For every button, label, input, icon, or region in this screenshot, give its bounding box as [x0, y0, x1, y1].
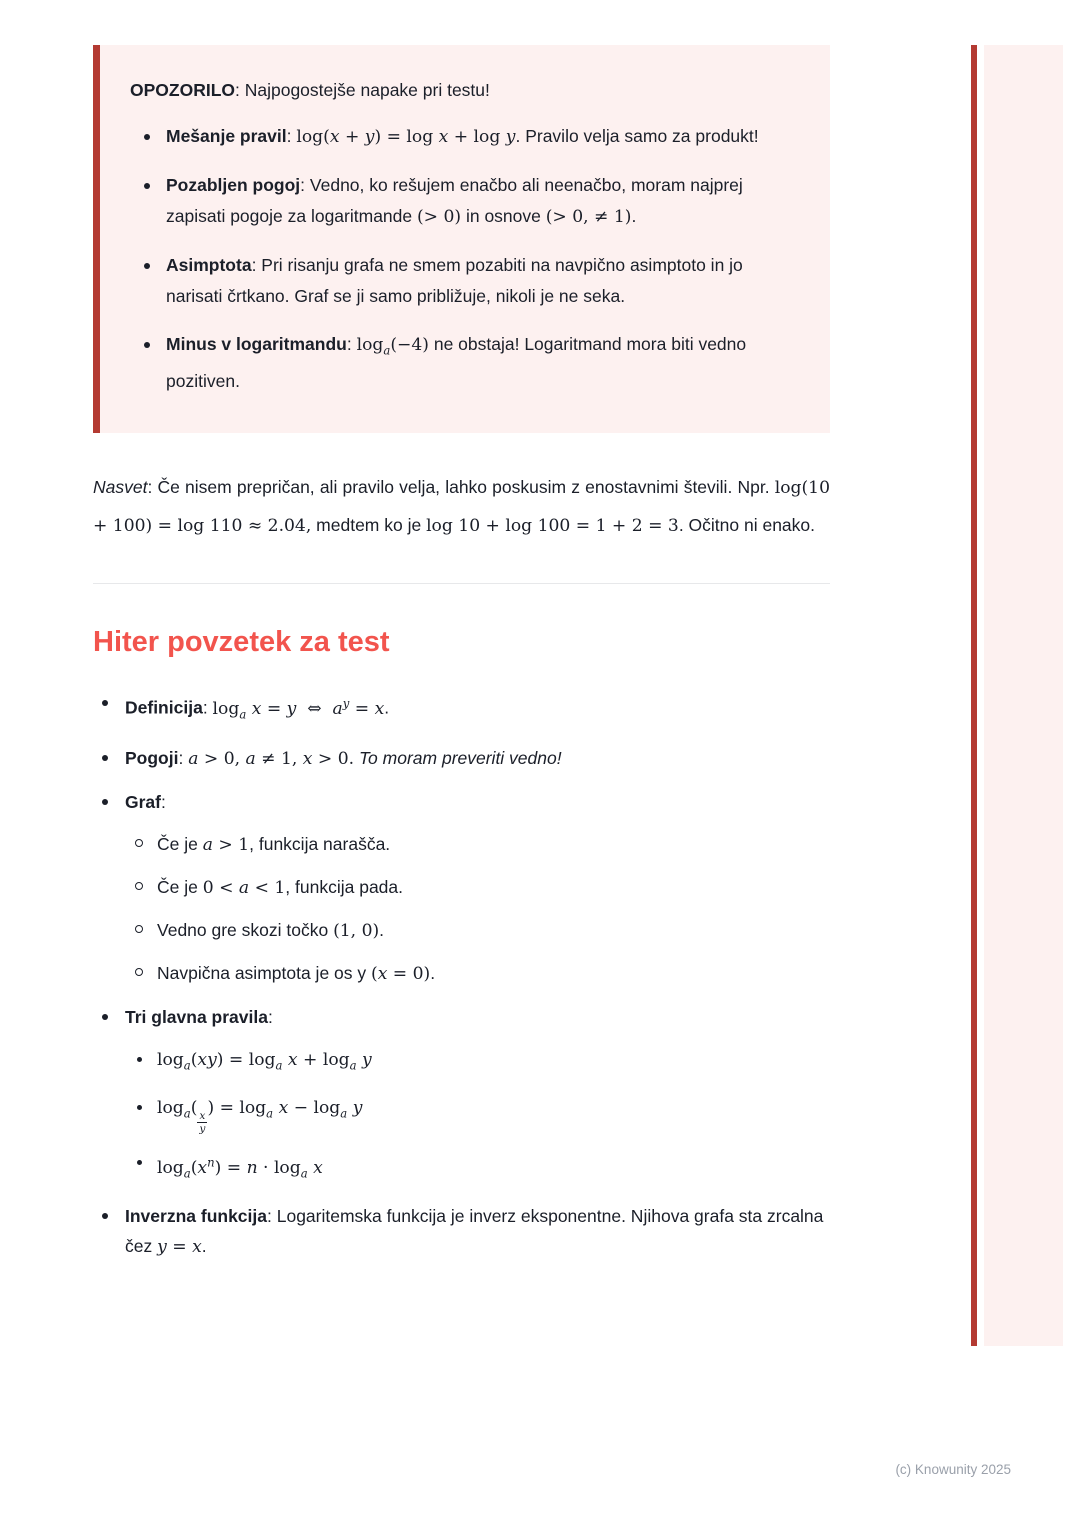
summary-item-inverzna-funkcija: Inverzna funkcija: Logaritemska funkcija je inverz eksponentne. Njihova grafa sta zrcalna čez y = x.: [93, 1201, 830, 1262]
summary-item-graf: [93, 787, 830, 989]
next-page-box-border: [971, 45, 977, 1346]
graf-subitem-pada: Če je 0 < a < 1, funkcija pada.: [135, 872, 830, 903]
graf-subitem-asimptota: Navpična asimptota je os y (x = 0).: [135, 958, 830, 989]
summary-item-definicija: Definicija: $\log_a x = y$ ⇔ $a^y = x$.: [93, 688, 830, 729]
summary-item-pravila-label: Tri glavna pravila:: [125, 1006, 273, 1027]
next-page-box-background: [984, 45, 1063, 1346]
copyright-footer: (c) Knowunity 2025: [895, 1462, 1011, 1477]
graf-subitem-narasca: Če je a > 1, funkcija narašča.: [135, 829, 830, 860]
tip-paragraph: Nasvet: Če nisem prepričan, ali pravilo velja, lahko poskusim z enostavnimi števili. Npr. log(10 + 100) = log 110 ≈ 2.04, medtem ko je log 10 + log 100 = 1 + 2 = 3. Očitno ni enako.: [93, 477, 830, 537]
warning-item-asimptota: Asimptota: Pri risanju grafa ne smem pozabiti na navpično asimptoto in jo narisati črtkano. Graf se ji samo približuje, nikoli je ne seka.: [130, 250, 796, 312]
document-page: [93, 45, 830, 1275]
pravilo-produkt: $\log_a(xy) = \log_a x + \log_a y$: [135, 1044, 830, 1080]
warning-item-minus-v-logaritmandu: Minus v logaritmandu: $\log_a(-4)$ ne obstaja! Logaritmand mora biti vedno pozitiven.: [130, 329, 796, 397]
summary-item-graf-label: Graf:: [125, 791, 166, 812]
pravilo-potenca: $\log_a(x^n) = n \cdot \log_a x$: [135, 1147, 830, 1188]
pravila-sublist: [125, 1044, 830, 1189]
pravilo-kvocient: $\log_a$( $\frac{x}{y}$ ) = $\log_a x - \log_a y$: [135, 1092, 830, 1135]
warning-item-mesanje-pravil: Mešanje pravil: log(x + y) = log x + log y. Pravilo velja samo za produkt!: [130, 121, 796, 153]
summary-item-pogoji: Pogoji: a > 0, a ≠ 1, x > 0. To moram preveriti vedno!: [93, 743, 830, 774]
graf-subitem-tocka: Vedno gre skozi točko (1, 0).: [135, 915, 830, 946]
section-heading: Hiter povzetek za test: [93, 626, 390, 659]
summary-item-tri-glavna-pravila: [93, 1002, 830, 1189]
warning-item-pozabljen-pogoj: Pozabljen pogoj: Vedno, ko rešujem enačbo ali neenačbo, moram najprej zapisati pogoje za logaritmande (> 0) in osnove (> 0, ≠ 1).: [130, 170, 796, 233]
section-divider: [93, 583, 830, 584]
summary-list: [93, 688, 830, 1262]
warning-list: [130, 121, 796, 397]
graf-sublist: [125, 829, 830, 989]
warning-box: [93, 45, 830, 433]
warning-title: OPOZORILO: Najpogostejše napake pri testu!: [130, 80, 490, 100]
